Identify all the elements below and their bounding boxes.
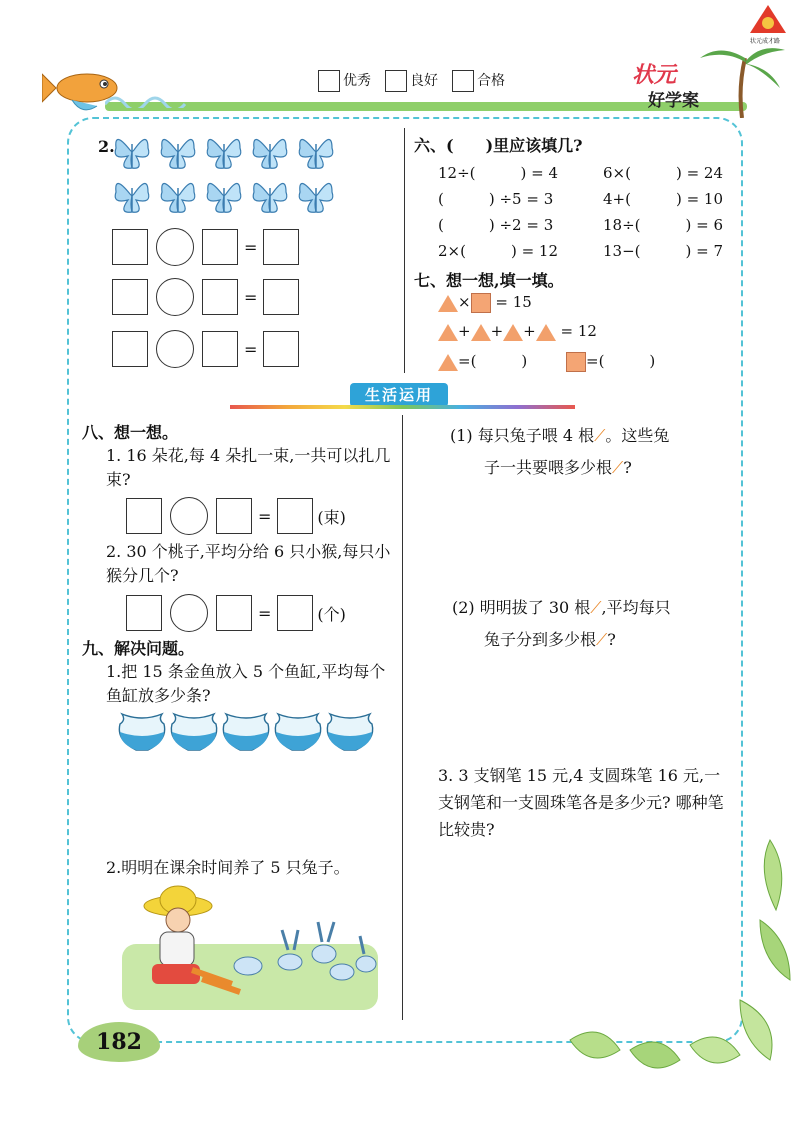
q2-label: 2. [98,137,115,156]
answer-box[interactable] [112,331,148,367]
boy-and-rabbits-image [122,884,378,1012]
carrot-icon: ⟋ [612,458,624,477]
page-number: 182 [78,1022,160,1062]
answer-box[interactable] [263,279,299,315]
q6-item[interactable]: 13−( ) = 7 [603,242,724,260]
checkbox[interactable] [452,70,474,92]
r2-line1: (2) 明明拔了 30 根⟋,平均每只 [452,598,671,617]
wave-icon [105,92,195,108]
q8-problem-1: 1. 16 朵花,每 4 朵扎一束,一共可以扎几束? [106,446,391,489]
answer-box[interactable] [277,498,313,534]
checkbox[interactable] [318,70,340,92]
rating-excellent[interactable]: 优秀 [318,70,371,92]
equation-row: = [112,278,299,316]
r2-line2: 兔子分到多少根⟋? [484,630,616,649]
triangle-icon [503,324,523,341]
q9-title: 九、解决问题。 [82,639,195,658]
q6-item[interactable]: 6×( ) = 24 [603,164,724,182]
operator-circle[interactable] [170,497,208,535]
brand-bottom: 好学案 [648,91,699,111]
equation-row: = [112,228,299,266]
answer-box[interactable] [216,498,252,534]
q7-title: 七、想一想,填一填。 [414,271,564,290]
answer-box[interactable] [263,229,299,265]
answer-box[interactable] [277,595,313,631]
q8-problem-2: 2. 30 个桃子,平均分给 6 只小猴,每只小猴分几个? [106,542,391,585]
brand-top: 状元 [632,62,677,88]
q6-item[interactable]: ( ) ÷2 = 3 [438,216,554,234]
q6-grid [438,160,723,264]
operator-circle[interactable] [156,278,194,316]
answer-box[interactable] [112,229,148,265]
q7-line3b[interactable]: =( ) [566,350,655,372]
answer-box[interactable] [216,595,252,631]
q8-title: 八、想一想。 [82,423,179,442]
corner-logo-icon [748,3,788,37]
corner-logo-text: 状元成才路 [750,38,781,45]
answer-box[interactable] [126,595,162,631]
answer-box[interactable] [202,331,238,367]
q7-line2: + + + = 12 [438,322,597,341]
rainbow-rule [230,405,575,409]
q6-title: 六、( )里应该填几? [414,136,583,155]
palm-tree-icon [690,38,790,118]
q6-item[interactable]: ( ) ÷5 = 3 [438,190,554,208]
butterflies-image [112,130,342,222]
equation-row: = [112,330,299,368]
answer-box[interactable] [263,331,299,367]
triangle-icon [438,295,458,312]
triangle-icon [438,354,458,371]
column-divider [404,128,405,373]
q6-item[interactable]: 2×( ) = 12 [438,242,559,260]
operator-circle[interactable] [156,330,194,368]
carrot-icon: ⟋ [596,630,608,649]
operator-circle[interactable] [156,228,194,266]
operator-circle[interactable] [170,594,208,632]
carrot-icon: ⟋ [594,426,606,445]
leaves-decoration-icon [540,830,800,1122]
triangle-icon [471,324,491,341]
section-banner: 生活运用 [350,383,448,407]
q7-line1: × = 15 [438,293,532,313]
triangle-icon [536,324,556,341]
checkbox[interactable] [385,70,407,92]
q6-item[interactable]: 18÷( ) = 6 [603,216,724,234]
carrot-icon: ⟋ [590,598,602,617]
answer-box[interactable] [126,498,162,534]
q6-item[interactable]: 4+( ) = 10 [603,190,724,208]
rating-pass[interactable]: 合格 [452,70,505,92]
square-icon [566,352,586,372]
answer-box[interactable] [202,229,238,265]
triangle-icon [438,324,458,341]
q7-line3a[interactable]: =( ) [438,350,527,371]
q6-item[interactable]: 12÷( ) = 4 [438,164,559,182]
r1-line1: (1) 每只兔子喂 4 根⟋。这些兔 [450,426,670,445]
q9-problem-1: 1.把 15 条金鱼放入 5 个鱼缸,平均每个鱼缸放多少条? [106,662,386,705]
rating-good[interactable]: 良好 [385,70,438,92]
column-divider [402,415,403,1020]
fish-mascot-icon [42,60,132,120]
answer-box[interactable] [112,279,148,315]
r1-line2: 子一共要喂多少根⟋? [484,458,632,477]
answer-box[interactable] [202,279,238,315]
equation-row: = (束) [126,497,346,535]
fish-bowls-image [116,710,386,754]
square-icon [471,293,491,313]
q9-problem-2: 2.明明在课余时间养了 5 只兔子。 [106,858,350,877]
r3-problem: 3. 3 支钢笔 15 元,4 支圆珠笔 16 元,一支钢笔和一支圆珠笔各是多少元? 哪种笔比较贵? [438,766,724,839]
equation-row: = (个) [126,594,346,632]
